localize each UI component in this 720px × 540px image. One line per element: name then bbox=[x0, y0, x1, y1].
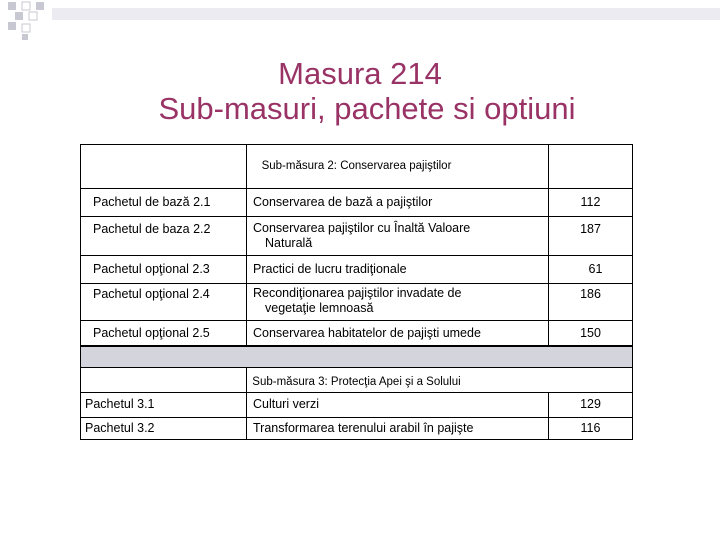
package-description bbox=[253, 221, 543, 253]
section1-header: Sub-măsura 2: Conservarea pajiştilor bbox=[261, 159, 452, 172]
package-value: 112 bbox=[580, 194, 601, 209]
package-name: Pachetul de bază 2.1 bbox=[93, 194, 211, 209]
package-value: 129 bbox=[580, 397, 601, 411]
description-line: Recondiţionarea pajiştilor invadate de bbox=[253, 286, 462, 300]
package-description: Conservarea de bază a pajiştilor bbox=[253, 194, 433, 209]
description-line: Naturală bbox=[265, 236, 313, 250]
description-line: vegetaţie lemnoasă bbox=[265, 301, 374, 315]
page-subtitle: Sub-masuri, pachete si optiuni bbox=[158, 91, 576, 126]
description-line: Conservarea pajiştilor cu Înaltă Valoare bbox=[253, 221, 471, 235]
deco-strip bbox=[52, 8, 720, 20]
deco-square bbox=[22, 34, 28, 40]
deco-square bbox=[8, 22, 16, 30]
section2-header: Sub-măsura 3: Protecţia Apei şi a Solului bbox=[252, 375, 461, 388]
decorative-squares bbox=[0, 0, 720, 44]
package-name: Pachetul opţional 2.5 bbox=[93, 325, 210, 340]
separator-row bbox=[80, 346, 633, 368]
package-name: Pachetul 3.1 bbox=[85, 397, 155, 411]
package-name: Pachetul 3.2 bbox=[85, 421, 155, 435]
package-value: 187 bbox=[580, 221, 601, 236]
deco-square bbox=[36, 2, 44, 10]
deco-square bbox=[22, 2, 30, 10]
deco-square bbox=[22, 24, 30, 32]
package-description bbox=[253, 286, 543, 318]
deco-square bbox=[29, 12, 37, 20]
package-description: Practici de lucru tradiţionale bbox=[253, 261, 407, 276]
package-value: 150 bbox=[580, 325, 601, 340]
package-value: 116 bbox=[580, 421, 601, 435]
page-title: Masura 214 bbox=[278, 56, 442, 91]
package-name: Pachetul opţional 2.3 bbox=[93, 261, 210, 276]
package-description: Culturi verzi bbox=[253, 397, 319, 411]
package-description: Transformarea terenului arabil în pajişte bbox=[253, 421, 474, 435]
package-value: 61 bbox=[588, 261, 603, 276]
package-value: 186 bbox=[580, 286, 601, 301]
package-name: Pachetul de baza 2.2 bbox=[93, 221, 211, 236]
package-description: Conservarea habitatelor de pajişti umede bbox=[253, 325, 481, 340]
deco-square bbox=[8, 2, 16, 10]
deco-square bbox=[15, 12, 23, 20]
package-name: Pachetul opţional 2.4 bbox=[93, 286, 210, 301]
